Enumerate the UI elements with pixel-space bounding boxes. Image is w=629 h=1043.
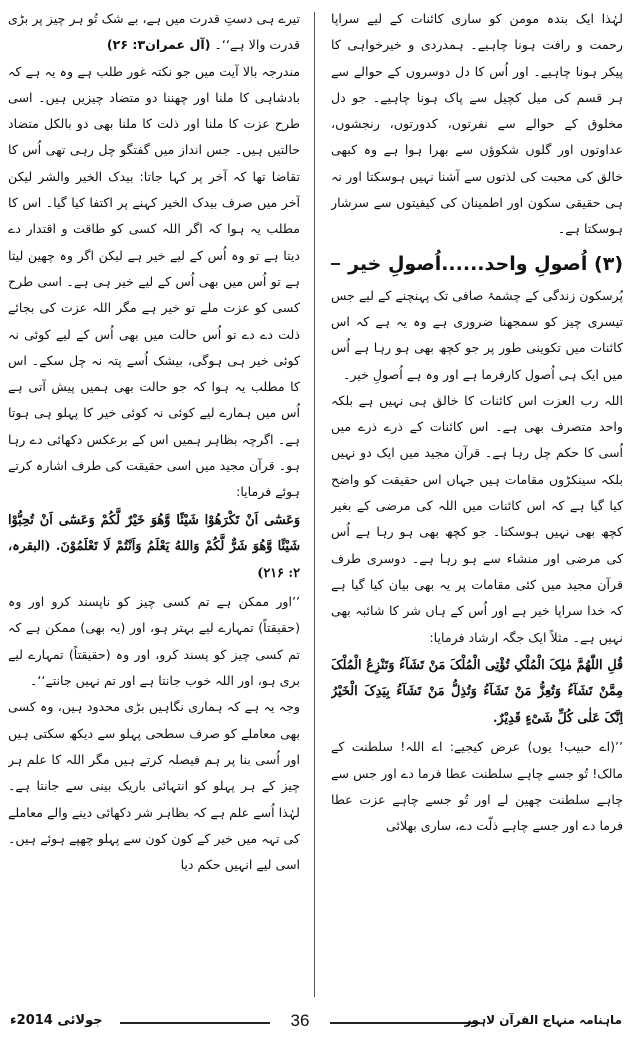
magazine-name: ماہنامہ منہاج القرآن لاہور bbox=[464, 1013, 622, 1027]
right-column bbox=[331, 6, 623, 1006]
paragraph: وجہ یہ ہے کہ ہماری نگاہیں بڑی محدود ہیں، وہ کسی بھی معاملے کو صرف سطحی پہلو سے دیکھ سکتی ہیں اور اُسی بنا پر ہم فیصلہ کرتے ہیں مگر اللہ کا علم ہر چیز کے ہر پہلو کو انتہائی باریک بینی سے جانتا ہے۔ لہٰذا اُسے علم ہے کہ بظاہر شر دکھائی دینے والے معاملے کی تہہ میں خیر کے کون کون سے پہلو چھپے ہوئے ہیں۔ اسی لیے انہیں حکم دیا bbox=[8, 699, 300, 873]
page-footer bbox=[0, 1008, 629, 1043]
issue-date: جولائی 2014ء bbox=[10, 1013, 103, 1028]
paragraph: اللہ رب العزت اس کائنات کا خالق ہی نہیں ہے بلکہ واحد متصرف بھی ہے۔ اس کائنات کے ذرے ذرے میں اُسی کا حکم چل رہا ہے۔ قرآن مجید میں ایک دو نہیں بلکہ سینکڑوں مقامات ہیں جہاں اس حقیقت کو واضح کیا گیا ہے کہ اس کائنات میں اللہ کی مرضی کے بغیر کچھ بھی نہیں ہوسکتا۔ جو کچھ بھی ہو رہا ہے اُس کی مرضی اور منشاء سے ہو رہا ہے۔ دوسری طرف قرآن مجید میں کئی مقامات پر یہ بھی بیان کیا گیا ہے کہ خدا سراپا خیر ہے اور اُس کے ہاں شر کا شائبہ بھی نہیں ہے۔ مثلاً ایک جگہ ارشاد فرمایا: bbox=[331, 392, 623, 645]
paragraph: لہٰذا ایک بندہ مومن کو ساری کائنات کے لیے سراپا رحمت و رافت ہونا چاہیے۔ ہمدردی و خیرخواہی کا پیکر ہونا چاہیے۔ اور اُس کا دل دوسروں کے حوالے سے ہر قسم کی میل کچیل سے پاک ہونا چاہیے۔ جو دل مخلوق کے حوالے سے نفرتوں، کدورتوں، رنجشوں، عداوتوں اور گلوں شکوؤں سے بھرا ہوا ہے وہ کبھی خالق کی محبت کی لذتوں سے آشنا نہیں ہوسکتا اور نہ ہی حقیقی سکون اور اطمینان کی کیفیتوں سے سرشار ہوسکتا ہے۔ bbox=[331, 11, 623, 237]
page-number: 36 bbox=[290, 1011, 310, 1030]
column-divider bbox=[314, 12, 315, 997]
verse-text: وَعَسٰٓی اَنْ تَکْرَھُوْا شَیْئًا وَّھُوَ خَیْرٌ لَّکُمْ وَعَسٰٓی اَنْ تُحِبُّوْا شَیْئًا وَّھُوَ شَرٌّ لَّکُمْ وَاللهُ یَعْلَمُ وَاَنْتُمْ لَا تَعْلَمُوْنَ. bbox=[8, 512, 300, 555]
verse-translation: ’’اور ممکن ہے تم کسی چیز کو ناپسند کرو اور وہ (حقیقتاً) تمہارے لیے بہتر ہو، اور (یہ بھی) ممکن ہے کہ تم کسی چیز کو پسند کرو، اور وہ (حقیقتاً) تمہارے لیے بری ہو، اور اللہ خوب جانتا ہے اور تم نہیں جانتے‘‘۔ bbox=[8, 594, 300, 689]
section-heading-title: (۳) اُصولِ واحد......اُصولِ خیر bbox=[348, 252, 623, 275]
paragraph: پُرسکون زندگی کے چشمۂ صافی تک پہنچنے کے لیے جس تیسری چیز کو سمجھنا ضروری ہے وہ یہ ہے کہ اس کائنات میں تکوینی طور پر جو کچھ بھی ہو رہا ہے اُس میں ایک ہی اُصول کارفرما ہے اور وہ ہے اُصولِ خیر۔ bbox=[331, 287, 623, 382]
heading-underline bbox=[331, 263, 340, 265]
footer-rule bbox=[330, 1022, 480, 1024]
paragraph: مندرجہ بالا آیت میں جو نکتہ غور طلب ہے وہ یہ ہے کہ بادشاہی کا ملنا اور چھننا دو متضاد چیزیں ہیں۔ اسی طرح عزت کا ملنا اور ذلت کا ملنا بھی دو بالکل متضاد حالتیں ہیں۔ جس انداز میں گفتگو چل رہی تھی اُس کا تقاضا تھا کہ آخر پر کہا جاتا: بیدک الخیر والشر لیکن آخر میں صرف بیدک الخیر کہنے پر اکتفا کیا گیا۔ اس کا مطلب یہ ہوا کہ اگر اللہ کسی کو طاقت و اقتدار دے دیتا ہے تو وہ اُس کے لیے خیر ہے لیکن اگر وہ چھین لیتا ہے تو اُس میں بھی اُس کے لیے خیر ہی ہے۔ اسی طرح کسی کو عزت ملے تو خیر ہے مگر اللہ عزت کی بجائے ذلت دے دے تو اُس حالت میں بھی اُس کے لیے کوئی نہ کوئی خیر ہی ہوگی، بیشک اُسے پتہ نہ چل سکے۔ اس کا مطلب یہ ہوا کہ جو حالت بھی ہمیں پیش آتی ہے اُس میں ہمارے لیے کوئی نہ کوئی خیر کا پہلو ہی ہوتا ہے۔ اگرچہ بظاہر ہمیں اس کے برعکس دکھائی دے رہا ہو۔ قرآن مجید میں اسی حقیقت کی طرف اشارہ کرتے ہوئے فرمایا: bbox=[8, 63, 300, 500]
footer-rule bbox=[120, 1022, 270, 1024]
left-column bbox=[8, 6, 300, 1006]
translation-text: تیرے ہی دستِ قدرت میں ہے، بے شک تُو ہر چیز پر بڑی قدرت والا ہے‘‘۔ bbox=[8, 11, 300, 53]
verse-reference: (آل عمران۳: ۲۶) bbox=[106, 37, 211, 53]
quran-verse bbox=[8, 508, 300, 588]
verse-reference: (البقرہ، ۲: ۲۱۶) bbox=[8, 539, 300, 581]
quran-verse: قُلِ اللّٰھُمَّ مٰلِکَ الْمُلْکِ تُؤْتِی الْمُلْکَ مَنْ تَشَآءُ وَتَنْزِعُ الْمُلْکَ مِمَّنْ تَشَآءُ وَتُعِزُّ مَنْ تَشَآءُ وَتُذِلُّ مَنْ تَشَآءُ بِیَدِکَ الْخَیْرُ اِنَّکَ عَلٰی کُلِّ شَیْءٍ قَدِیْرٌ. bbox=[331, 657, 623, 726]
verse-translation bbox=[8, 6, 300, 59]
verse-translation: ’’(اے حبیب! یوں) عرض کیجیے: اے اللہ! سلطنت کے مالک! تُو جسے چاہے سلطنت عطا فرما دے اور جس سے چاہے سلطنت چھین لے اور تُو جسے چاہے عزت عطا فرما دے اور جسے چاہے ذلّت دے، ساری بھلائی bbox=[331, 739, 623, 834]
section-heading bbox=[331, 249, 623, 279]
